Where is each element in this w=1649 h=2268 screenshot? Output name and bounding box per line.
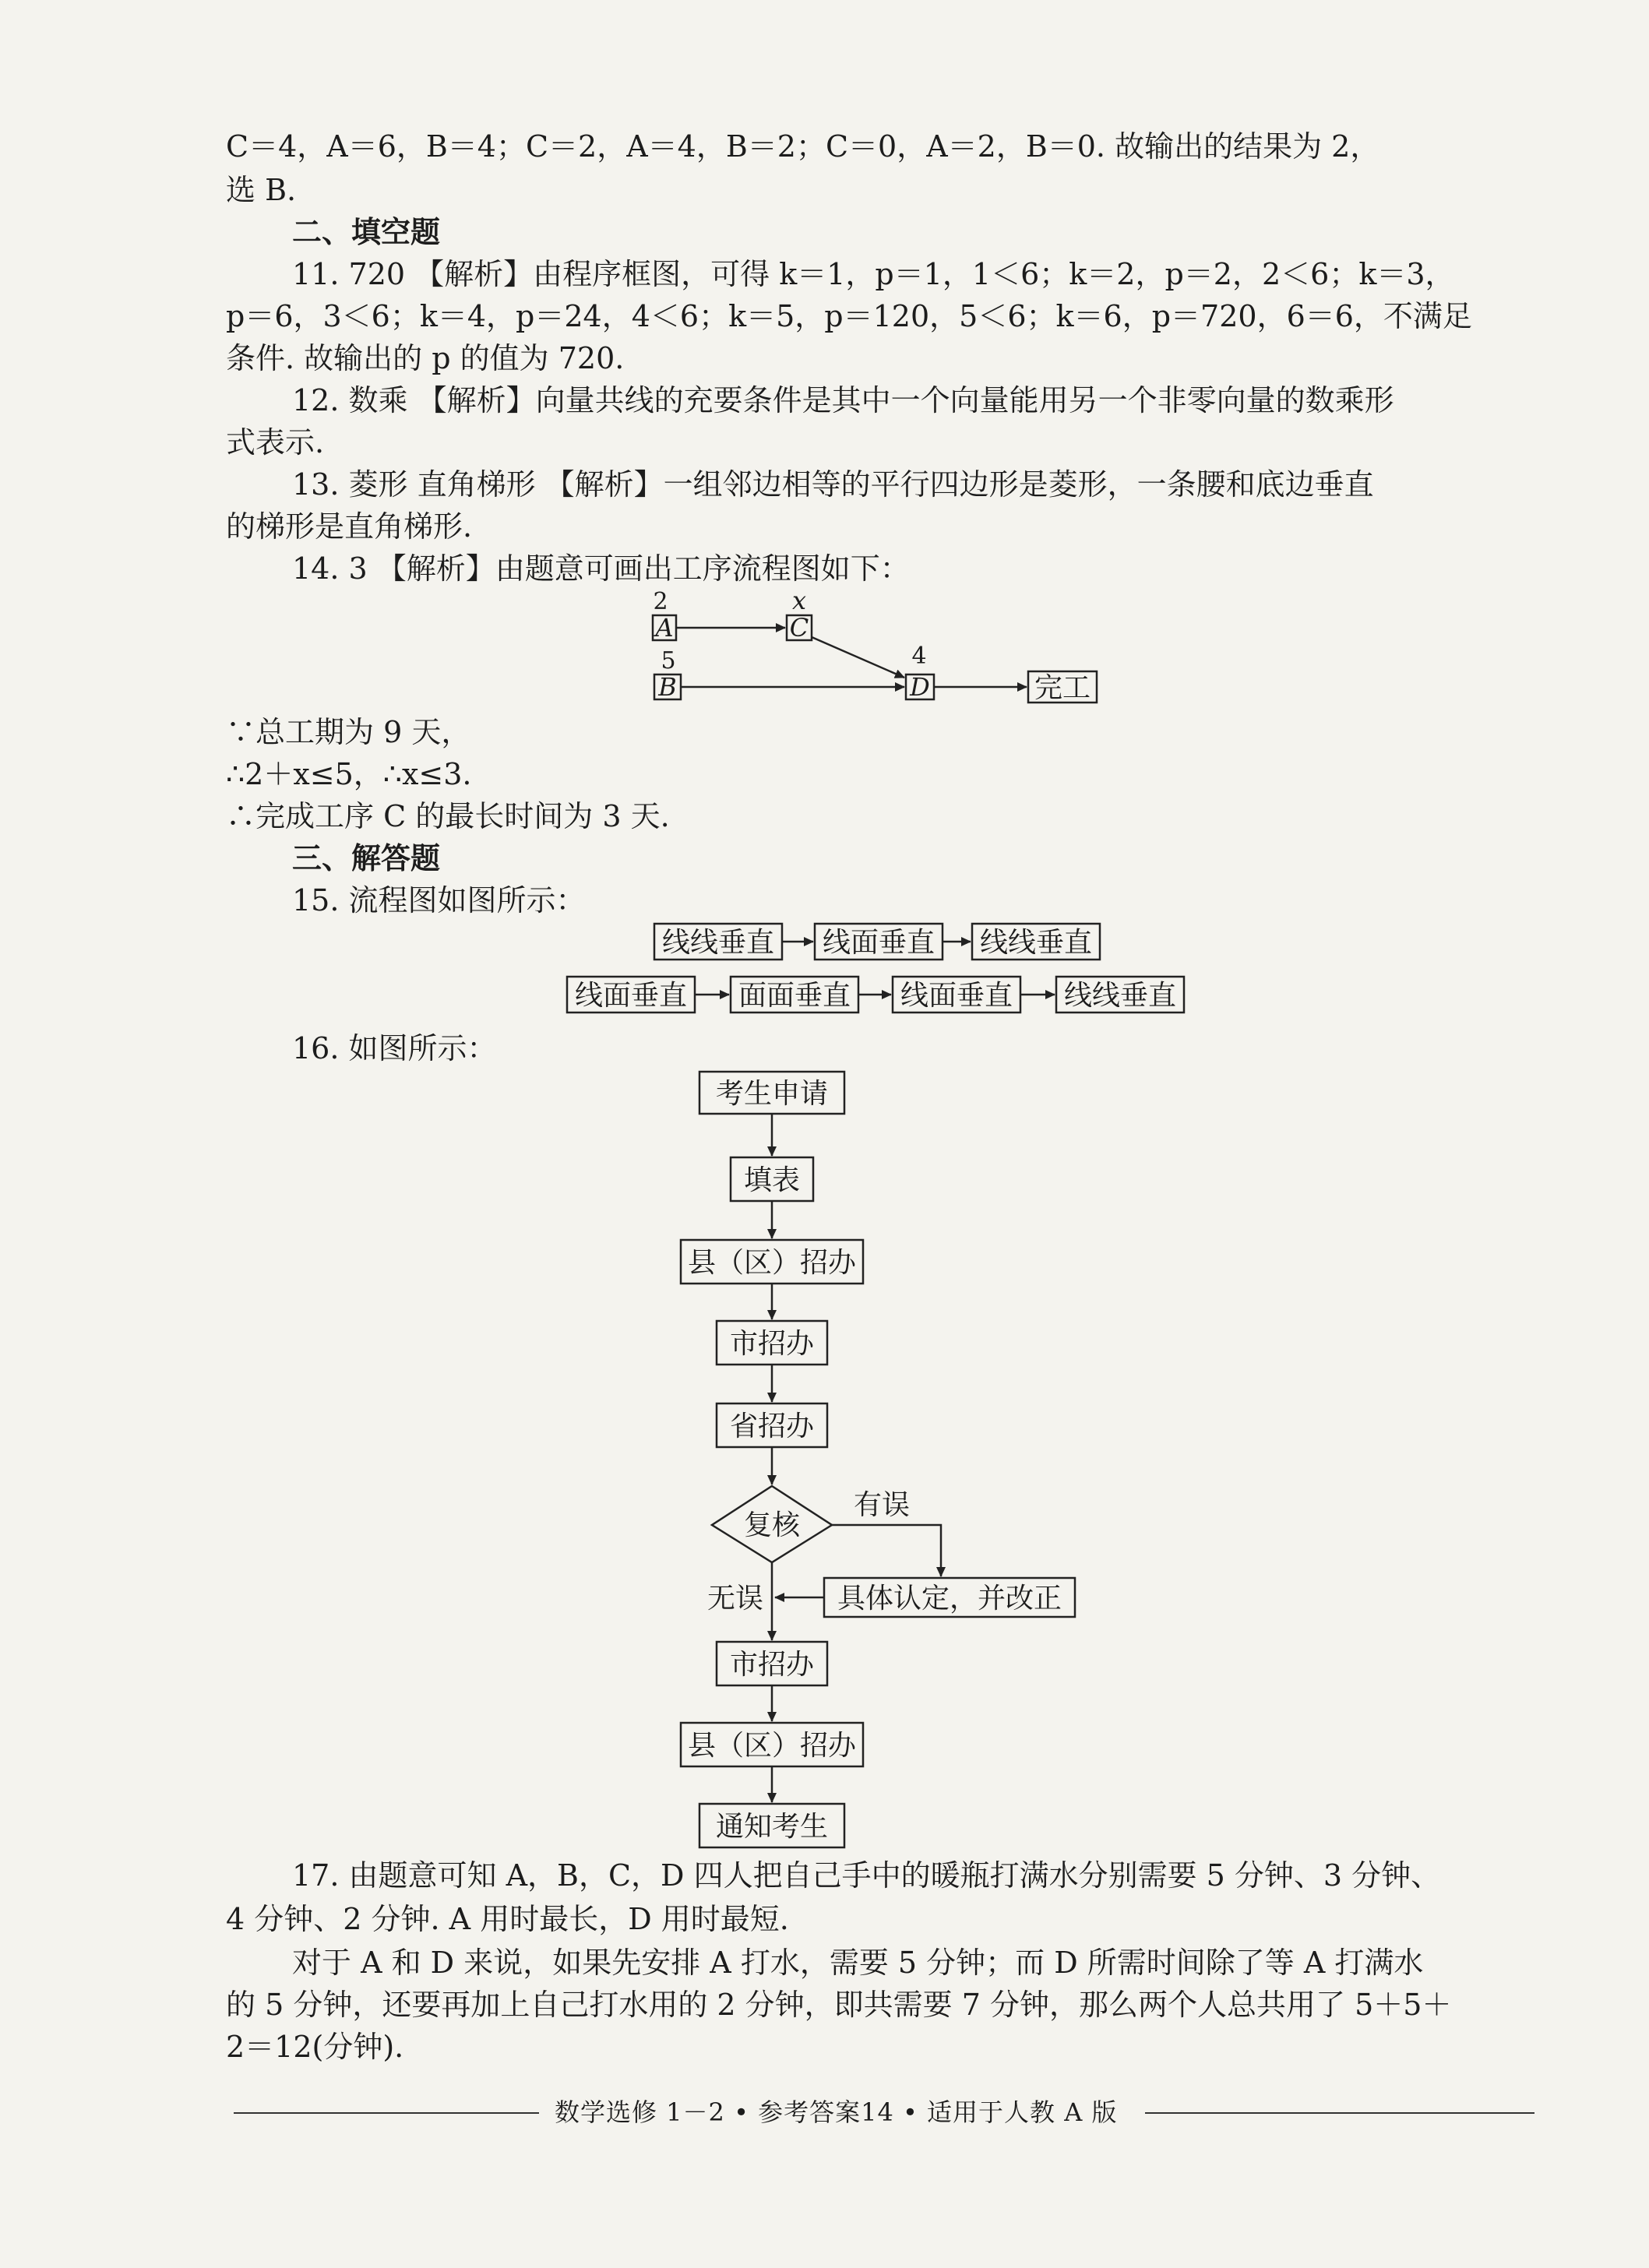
q14-line: ∴完成工序 C 的最长时间为 3 天.: [226, 799, 670, 833]
q14-line: ∴2＋x≤5，∴x≤3.: [226, 757, 472, 791]
node-b-label: B: [658, 672, 677, 702]
flow16-step-label: 省招办: [729, 1410, 815, 1442]
q13-line: 的梯形是直角梯形.: [226, 509, 473, 544]
flow16-step-label: 填表: [743, 1164, 801, 1196]
flow16-yes-label: 有误: [853, 1489, 911, 1521]
q17-line: 对于 A 和 D 来说，如果先安排 A 打水，需要 5 分钟；而 D 所需时间除了等 A 打满水: [292, 1946, 1424, 1980]
flow16-no-label: 无误: [706, 1583, 764, 1615]
section-heading-answer: 三、解答题: [292, 840, 441, 875]
q17-line: 的 5 分钟，还要再加上自己打水用的 2 分钟，即共需要 7 分钟，那么两个人总共用了 5＋5＋: [226, 1988, 1452, 2022]
q16-line: 16. 如图所示：: [292, 1031, 497, 1065]
flow16-branch-arrow: [832, 1525, 941, 1576]
flow15-label: 线线垂直: [979, 927, 1093, 959]
edge-c-d: [812, 637, 904, 678]
node-d-label: D: [910, 672, 930, 702]
time-label-c: x: [791, 586, 807, 615]
flow16-step-label: 市招办: [729, 1328, 815, 1360]
flow16-decision-label: 复核: [743, 1509, 801, 1541]
q14-line: ∵总工期为 9 天，: [226, 715, 471, 749]
footer-text: 数学选修 1－2 • 参考答案14 • 适用于人教 A 版: [555, 2097, 1118, 2127]
q14-line: 14. 3 【解析】由题意可画出工序流程图如下：: [292, 551, 910, 586]
q11-line: p＝6，3＜6；k＝4，p＝24，4＜6；k＝5，p＝120，5＜6；k＝6，p＝720，6＝6，不满足: [226, 299, 1472, 333]
q12-line: 12. 数乘 【解析】向量共线的充要条件是其中一个向量能用另一个非零向量的数乘形: [292, 383, 1394, 417]
flow16-step-label: 县（区）招办: [687, 1247, 857, 1279]
q11-line: 条件. 故输出的 p 的值为 720.: [226, 341, 625, 375]
flow15-label: 线面垂直: [574, 980, 688, 1012]
q15-line: 15. 流程图如图所示：: [292, 883, 586, 917]
q17-line: 4 分钟、2 分钟. A 用时最长，D 用时最短.: [226, 1902, 789, 1936]
reasoning-flow-diagram: [567, 924, 1184, 1012]
flow16-fix-label: 具体认定，并改正: [837, 1583, 1062, 1615]
time-label-b: 5: [661, 647, 676, 674]
node-c-label: C: [789, 613, 809, 643]
q12-line: 式表示.: [226, 425, 325, 460]
time-label-d: 4: [911, 643, 927, 670]
footer-rule-right: [1145, 2112, 1534, 2114]
flow16-step-label: 市招办: [729, 1649, 815, 1681]
flow15-label: 线面垂直: [900, 980, 1013, 1012]
flow16-step-label: 县（区）招办: [687, 1730, 857, 1762]
q11-line: 11. 720 【解析】由程序框图，可得 k＝1，p＝1，1＜6；k＝2，p＝2，2＜6；k＝3，: [292, 257, 1455, 291]
time-label-a: 2: [653, 588, 668, 615]
flow15-label: 线面垂直: [822, 927, 935, 959]
flow15-label: 线线垂直: [661, 927, 775, 959]
flow16-step-label: 考生申请: [715, 1078, 829, 1110]
flow16-step-label: 通知考生: [715, 1811, 829, 1843]
q13-line: 13. 菱形 直角梯形 【解析】一组邻边相等的平行四边形是菱形，一条腰和底边垂直: [292, 467, 1374, 502]
text-line: 选 B.: [226, 173, 297, 207]
flow15-label: 线线垂直: [1063, 980, 1177, 1012]
section-heading-fill-blank: 二、填空题: [292, 214, 441, 249]
q17-line: 2＝12(分钟).: [226, 2030, 404, 2064]
application-flowchart: [681, 1072, 1075, 1847]
q17-line: 17. 由题意可知 A，B，C，D 四人把自己手中的暖瓶打满水分别需要 5 分钟、3 分钟、: [292, 1858, 1441, 1893]
process-flow-diagram: [653, 586, 1097, 704]
node-end-label: 完工: [1034, 672, 1091, 704]
node-a-label: A: [655, 613, 674, 643]
footer-rule-left: [234, 2112, 539, 2114]
text-line: C＝4，A＝6，B＝4；C＝2，A＝4，B＝2；C＝0，A＝2，B＝0. 故输出的结果为 2，: [226, 129, 1380, 164]
flow15-label: 面面垂直: [738, 980, 851, 1012]
